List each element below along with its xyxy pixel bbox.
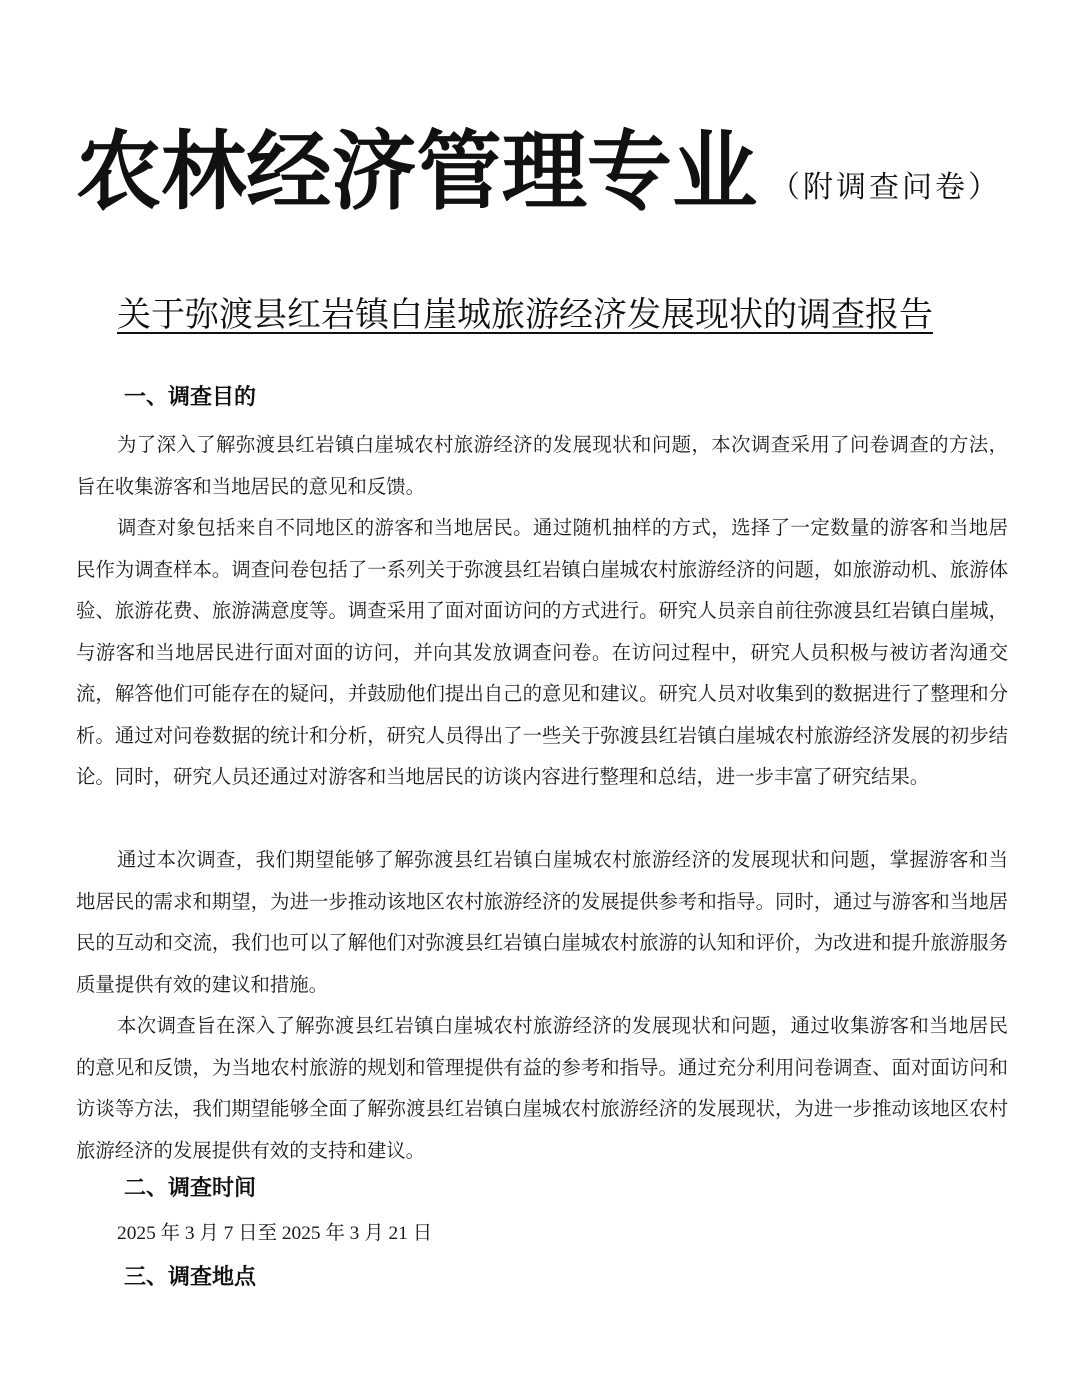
report-title: 关于弥渡县红岩镇白崖城旅游经济发展现状的调查报告 bbox=[117, 295, 933, 335]
major-title bbox=[76, 112, 764, 232]
paragraph: 本次调查旨在深入了解弥渡县红岩镇白崖城农村旅游经济的发展现状和问题，通过收集游客和当地居民的意见和反馈，为当地农村旅游的规划和管理提供有益的参考和指导。通过充分利用问卷调查、面对面访问和访谈等方法，我们期望能够全面了解弥渡县红岩镇白崖城农村旅游经济的发展现状，为进一步推动该地区农村旅游经济的发展提供有效的支持和建议。 bbox=[76, 1014, 1008, 1162]
paragraph: 通过本次调查，我们期望能够了解弥渡县红岩镇白崖城农村旅游经济的发展现状和问题，掌握游客和当地居民的需求和期望，为进一步推动该地区农村旅游经济的发展提供参考和指导。同时，通过与游客和当地居民的互动和交流，我们也可以了解他们对弥渡县红岩镇白崖城农村旅游的认知和评价，为改进和提升旅游服务质量提供有效的建议和措施。 bbox=[76, 848, 1008, 996]
survey-date-range: 2025 年 3 月 7 日至 2025 年 3 月 21 日 bbox=[117, 1223, 433, 1244]
major-name: 农林经济管理专业 bbox=[76, 121, 758, 222]
attachment-note: （附调查问卷） bbox=[770, 170, 1001, 205]
section-heading-location: 三、调查地点 bbox=[124, 1265, 257, 1290]
paragraph: 为了深入了解弥渡县红岩镇白崖城农村旅游经济的发展现状和问题，本次调查采用了问卷调查的方法，旨在收集游客和当地居民的意见和反馈。 bbox=[76, 433, 1008, 498]
section-heading-purpose: 一、调查目的 bbox=[124, 385, 257, 410]
paragraph: 调查对象包括来自不同地区的游客和当地居民。通过随机抽样的方式，选择了一定数量的游客和当地居民作为调查样本。调查问卷包括了一系列关于弥渡县红岩镇白崖城农村旅游经济的问题，如旅游动机、旅游体验、旅游花费、旅游满意度等。调查采用了面对面访问的方式进行。研究人员亲自前往弥渡县红岩镇白崖城，与游客和当地居民进行面对面的访问，并向其发放调查问卷。在访问过程中，研究人员积极与被访者沟通交流，解答他们可能存在的疑问，并鼓励他们提出自己的意见和建议。研究人员对收集到的数据进行了整理和分析。通过对问卷数据的统计和分析，研究人员得出了一些关于弥渡县红岩镇白崖城农村旅游经济发展的初步结论。同时，研究人员还通过对游客和当地居民的访谈内容进行整理和总结，进一步丰富了研究结果。 bbox=[76, 516, 1008, 788]
section-heading-time: 二、调查时间 bbox=[124, 1176, 257, 1201]
